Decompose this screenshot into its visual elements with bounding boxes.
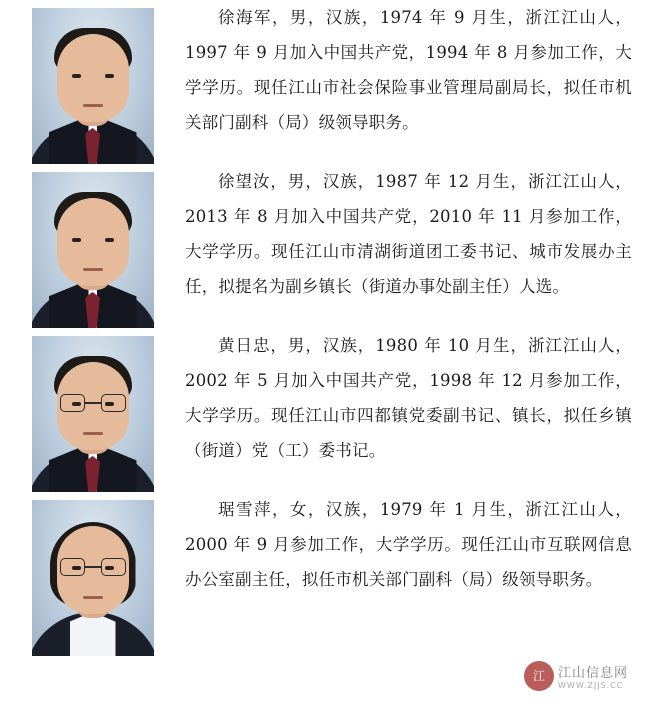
- photo-head: [57, 198, 129, 286]
- photo-mouth: [83, 268, 103, 271]
- bio-cell: [185, 0, 650, 140]
- bio-cell: [185, 164, 650, 304]
- glasses-bridge: [85, 402, 101, 404]
- photo-head: [57, 34, 129, 122]
- watermark-text: [558, 662, 628, 690]
- portrait-cell: [0, 0, 185, 164]
- lens-left: [60, 558, 85, 576]
- person-entry: [0, 0, 650, 164]
- site-watermark: [524, 659, 640, 693]
- person-entry: [0, 164, 650, 328]
- lens-right: [101, 394, 126, 412]
- watermark-site-url: WWW.ZJJS.CC: [558, 681, 624, 690]
- bio-cell: [185, 492, 650, 597]
- photo-mouth: [83, 596, 103, 599]
- person-entry: [0, 328, 650, 492]
- glasses-bridge: [85, 566, 101, 568]
- portrait-cell: [0, 492, 185, 656]
- watermark-site-name: 江山信息网: [558, 666, 629, 681]
- photo-eye-right: [105, 74, 114, 78]
- photo-mouth: [83, 104, 103, 107]
- person-bio: 徐望汝，男，汉族，1987 年 12 月生，浙江江山人，2013 年 8 月加入中国共产党，2010 年 11 月参加工作，大学学历。现任江山市清湖街道团工委书记、城市发展办主任，拟提名为副乡镇长（街道办事处副主任）人选。: [185, 172, 632, 296]
- glasses-icon: [60, 394, 126, 414]
- portrait-cell: [0, 164, 185, 328]
- portrait-photo-2: [32, 172, 154, 328]
- photo-eye-left: [72, 238, 81, 242]
- glasses-icon: [60, 558, 126, 578]
- bio-cell: [185, 328, 650, 468]
- photo-mouth: [83, 432, 103, 435]
- portrait-photo-4: [32, 500, 154, 656]
- portrait-photo-1: [32, 8, 154, 164]
- person-bio: 琚雪萍，女，汉族，1979 年 1 月生，浙江江山人，2000 年 9 月参加工作，大学学历。现任江山市互联网信息办公室副主任，拟任市机关部门副科（局）级领导职务。: [185, 500, 632, 589]
- photo-eye-right: [105, 238, 114, 242]
- portrait-cell: [0, 328, 185, 492]
- portrait-photo-3: [32, 336, 154, 492]
- watermark-badge: 江: [524, 661, 554, 691]
- lens-left: [60, 394, 85, 412]
- person-bio: 黄日忠，男，汉族，1980 年 10 月生，浙江江山人，2002 年 5 月加入中国共产党，1998 年 12 月参加工作，大学学历。现任江山市四都镇党委副书记、镇长，拟任乡镇（街道）党（工）委书记。: [185, 336, 632, 460]
- lens-right: [101, 558, 126, 576]
- photo-eye-left: [72, 74, 81, 78]
- person-entry: [0, 492, 650, 656]
- person-bio: 徐海军，男，汉族，1974 年 9 月生，浙江江山人，1997 年 9 月加入中国共产党，1994 年 8 月参加工作，大学学历。现任江山市社会保险事业管理局副局长，拟任市机关部门副科（局）级领导职务。: [185, 8, 632, 132]
